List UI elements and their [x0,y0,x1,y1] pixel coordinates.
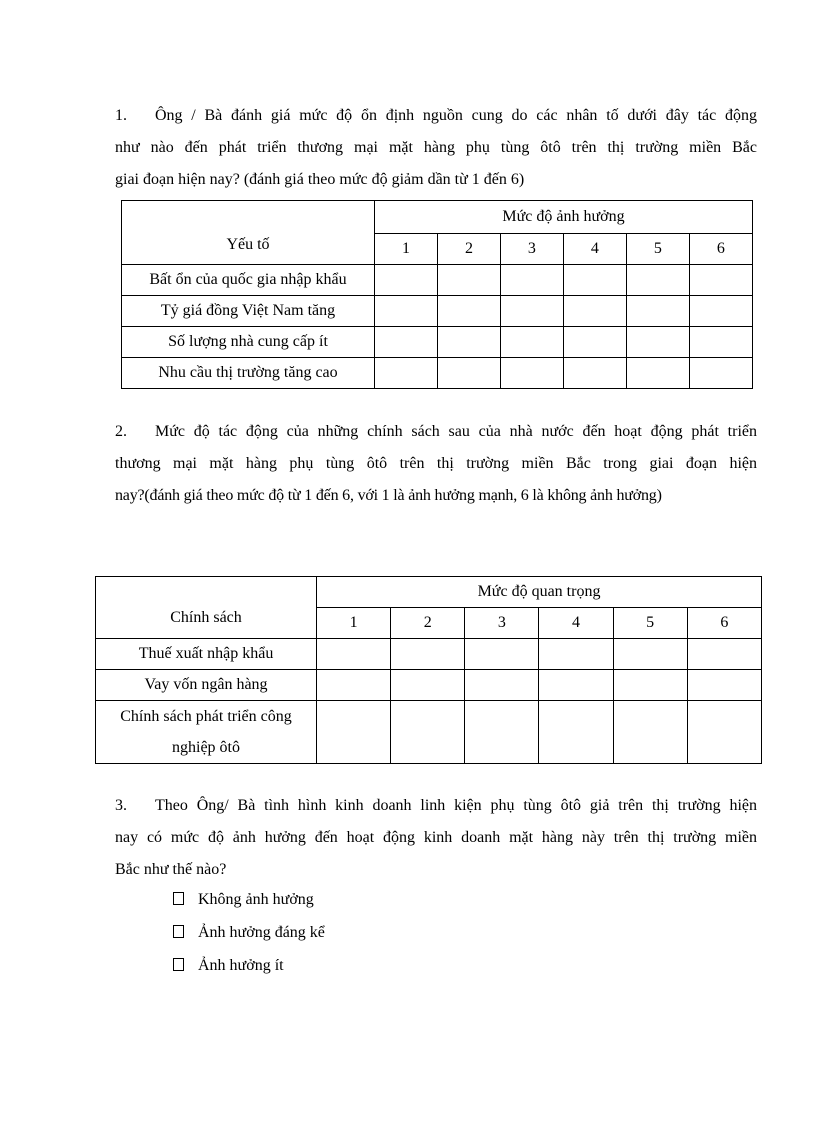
rating-cell[interactable] [375,327,438,358]
table-row [96,670,762,701]
table-1-row-label: Số lượng nhà cung cấp ít [122,327,375,358]
table-1-level: 1 [375,234,438,265]
rating-cell[interactable] [465,701,539,764]
rating-cell[interactable] [687,670,761,701]
rating-cell[interactable] [613,670,687,701]
table-2-level: 5 [613,608,687,639]
question-1-line-3: giai đoạn hiện nay? (đánh giá theo mức độ giảm dần từ 1 đến 6) [115,171,525,188]
rating-cell[interactable] [375,265,438,296]
rating-cell[interactable] [539,639,613,670]
rating-cell[interactable] [391,670,465,701]
rating-cell[interactable] [626,265,689,296]
question-1-line-2: như nào đến phát triển thương mại mặt hàng phụ tùng ôtô trên thị trường miền Bắc [115,139,757,156]
table-1-level: 6 [689,234,752,265]
rating-cell[interactable] [563,265,626,296]
question-3-line-2: nay có mức độ ảnh hưởng đến hoạt động kinh doanh mặt hàng này trên thị trường miền [115,829,757,846]
table-row [122,296,753,327]
table-1-level: 3 [500,234,563,265]
table-1-group-header: Mức độ ảnh hưởng [375,201,753,234]
policy-rating-table [95,576,762,764]
option-label: Không ảnh hưởng [198,891,314,908]
rating-cell[interactable] [375,358,438,389]
rating-cell[interactable] [391,639,465,670]
rating-cell[interactable] [317,670,391,701]
rating-cell[interactable] [317,639,391,670]
table-row [122,358,753,389]
question-1-line-1: 1. Ông / Bà đánh giá mức độ ổn định nguồn cung do các nhân tố dưới đây tác động [115,100,757,132]
rating-cell[interactable] [500,327,563,358]
question-3-line-1: 3. Theo Ông/ Bà tình hình kinh doanh linh kiện phụ tùng ôtô giả trên thị trường hiện [115,790,757,822]
rating-cell[interactable] [539,701,613,764]
rating-cell[interactable] [626,327,689,358]
table-1-row-label: Nhu cầu thị trường tăng cao [122,358,375,389]
rating-cell[interactable] [689,358,752,389]
table-2-level: 6 [687,608,761,639]
table-2-level: 4 [539,608,613,639]
rating-cell[interactable] [626,296,689,327]
table-row [96,701,762,764]
table-row [122,265,753,296]
rating-cell[interactable] [500,265,563,296]
table-2-row-label: Thuế xuất nhập khẩu [96,639,317,670]
table-2-level: 2 [391,608,465,639]
table-2-group-header: Mức độ quan trọng [317,577,762,608]
question-3-text [115,790,757,886]
rating-cell[interactable] [317,701,391,764]
table-2-level: 1 [317,608,391,639]
question-3-number: 3. [115,797,127,814]
table-1-level: 2 [437,234,500,265]
table-row [122,327,753,358]
rating-cell[interactable] [689,327,752,358]
question-1-text [115,100,757,196]
rating-cell[interactable] [465,670,539,701]
checkbox-icon[interactable] [173,958,184,971]
question-2-number: 2. [115,423,127,440]
rating-cell[interactable] [500,296,563,327]
table-row [96,639,762,670]
rating-cell[interactable] [687,701,761,764]
rating-cell[interactable] [465,639,539,670]
question-3-line-3: Bắc như thế nào? [115,861,227,878]
option-label: Ảnh hưởng đáng kể [198,924,325,941]
rating-cell[interactable] [563,296,626,327]
rating-cell[interactable] [563,327,626,358]
table-2-row-header: Chính sách [96,577,317,639]
option-label: Ảnh hưởng ít [198,957,284,974]
question-2-text [115,416,757,512]
question-2-line-2: thương mại mặt hàng phụ tùng ôtô trên thị trường miền Bắc trong giai đoạn hiện [115,455,757,472]
option-significant-impact[interactable] [173,923,325,943]
table-1-row-label: Bất ổn của quốc gia nhập khẩu [122,265,375,296]
table-1-row-header: Yếu tố [122,201,375,265]
rating-cell[interactable] [500,358,563,389]
rating-cell[interactable] [539,670,613,701]
question-2-line-1: 2. Mức độ tác động của những chính sách sau của nhà nước đến hoạt động phát triển [115,416,757,448]
checkbox-icon[interactable] [173,892,184,905]
table-1-level: 4 [563,234,626,265]
option-no-impact[interactable] [173,890,314,910]
factor-rating-table [121,200,753,389]
question-2-line-3: nay?(đánh giá theo mức độ từ 1 đến 6, với 1 là ảnh hưởng mạnh, 6 là không ảnh hưởng) [115,487,662,504]
rating-cell[interactable] [437,296,500,327]
rating-cell[interactable] [437,358,500,389]
rating-cell[interactable] [563,358,626,389]
table-2-row-label: Vay vốn ngân hàng [96,670,317,701]
rating-cell[interactable] [391,701,465,764]
table-1-level: 5 [626,234,689,265]
rating-cell[interactable] [689,296,752,327]
option-little-impact[interactable] [173,956,284,976]
rating-cell[interactable] [437,265,500,296]
rating-cell[interactable] [437,327,500,358]
rating-cell[interactable] [689,265,752,296]
table-2-row-label: Chính sách phát triển công nghiệp ôtô [96,701,317,764]
table-1-row-label: Tỷ giá đồng Việt Nam tăng [122,296,375,327]
checkbox-icon[interactable] [173,925,184,938]
table-2-level: 3 [465,608,539,639]
rating-cell[interactable] [626,358,689,389]
rating-cell[interactable] [613,701,687,764]
question-1-number: 1. [115,107,127,124]
rating-cell[interactable] [375,296,438,327]
rating-cell[interactable] [687,639,761,670]
rating-cell[interactable] [613,639,687,670]
